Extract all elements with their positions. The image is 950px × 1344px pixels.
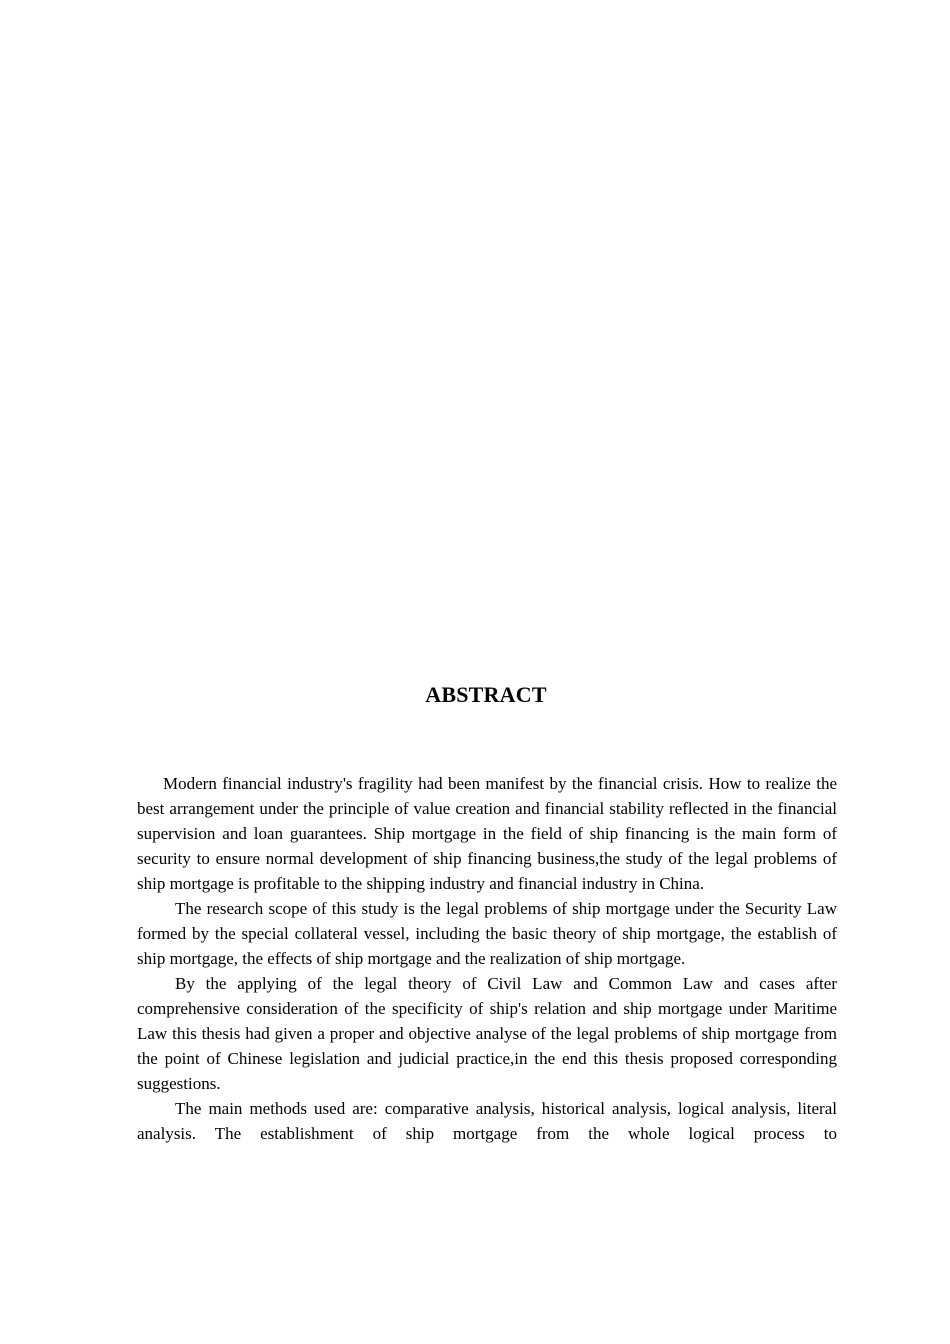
paragraph-3: By the applying of the legal theory of Civil Law and Common Law and cases after comprehensive consideration of the specificity of ship's relation and ship mortgage under Maritime Law this thesis had given a proper and objective analyse of the legal problems of ship mortgage from the point of Chinese legislation and judicial practice,in the end this thesis proposed corresponding suggestions. bbox=[137, 974, 837, 1093]
paragraph-4: The main methods used are: comparative analysis, historical analysis, logical analysis, literal analysis. The establishment of ship mortgage from the whole logical process to bbox=[137, 1099, 837, 1143]
paragraph-2: The research scope of this study is the legal problems of ship mortgage under the Security Law formed by the special collateral vessel, including the basic theory of ship mortgage, the establish of ship mortgage, the effects of ship mortgage and the realization of ship mortgage. bbox=[137, 899, 837, 968]
abstract-title: ABSTRACT bbox=[425, 682, 547, 707]
abstract-body bbox=[137, 771, 837, 1146]
paragraph-1: Modern financial industry's fragility had been manifest by the financial crisis. How to realize the best arrangement under the principle of value creation and financial stability reflected in the financial supervision and loan guarantees. Ship mortgage in the field of ship financing is the main form of security to ensure normal development of ship financing business,the study of the legal problems of ship mortgage is profitable to the shipping industry and financial industry in China. bbox=[137, 774, 837, 893]
